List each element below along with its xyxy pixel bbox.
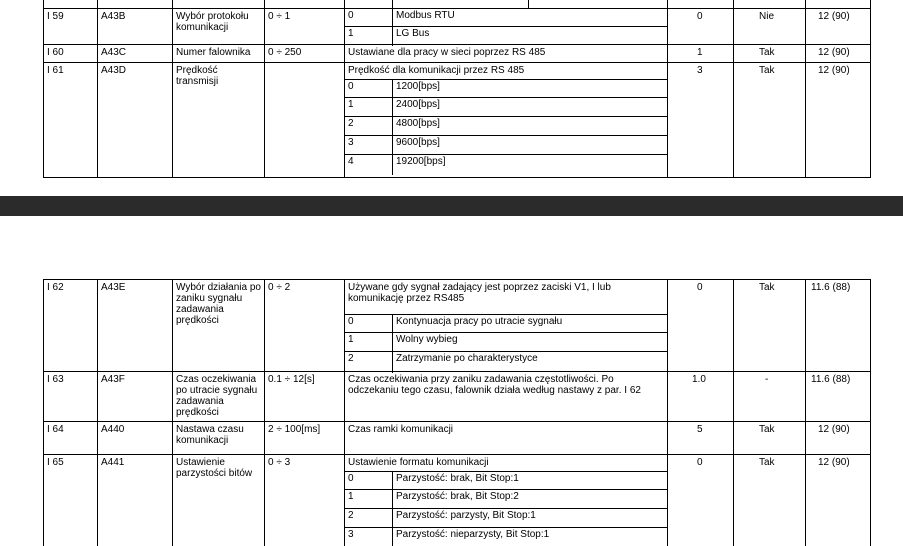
- option-row: [344, 352, 667, 372]
- option-row: [344, 79, 667, 98]
- option-row: [344, 471, 667, 490]
- option-label: LG Bus: [396, 28, 430, 39]
- param-code: I 65: [47, 457, 64, 468]
- param-address: A43F: [101, 374, 125, 385]
- param-name: Numer falownika: [176, 47, 251, 58]
- param-name: Prędkość transmisji: [176, 65, 219, 87]
- table-row: [43, 62, 871, 178]
- option-label: 4800[bps]: [396, 118, 440, 129]
- table-row-continuation: [43, 0, 871, 8]
- option-number: 0: [348, 316, 354, 327]
- option-label: Parzystość: brak, Bit Stop:2: [396, 491, 519, 502]
- option-row: [344, 528, 667, 546]
- option-row: [344, 490, 667, 509]
- param-default: 3: [697, 65, 703, 76]
- page-separator: [0, 196, 903, 216]
- table-row: [43, 8, 871, 44]
- option-label: Parzystość: brak, Bit Stop:1: [396, 473, 519, 484]
- param-code: I 59: [47, 11, 64, 22]
- option-number: 3: [348, 529, 354, 540]
- option-number: 0: [348, 81, 354, 92]
- option-label: 2400[bps]: [396, 99, 440, 110]
- param-code: I 64: [47, 424, 64, 435]
- param-default: 1.0: [692, 374, 706, 385]
- option-label: 1200[bps]: [396, 81, 440, 92]
- option-label: 19200[bps]: [396, 156, 446, 167]
- param-description: Prędkość dla komunikacji przez RS 485: [348, 65, 525, 76]
- table-row: [43, 44, 871, 62]
- param-description: Używane gdy sygnał zadający jest poprzez zaciski V1, I lub komunikację przez RS485: [348, 282, 611, 304]
- param-change-during-run: -: [765, 374, 769, 385]
- param-change-during-run: Tak: [759, 65, 775, 76]
- param-address: A440: [101, 424, 125, 435]
- option-row: [344, 314, 667, 333]
- param-name: Nastawa czasu komunikacji: [176, 424, 244, 446]
- option-label: Parzystość: parzysty, Bit Stop:1: [396, 510, 536, 521]
- param-description: Czas ramki komunikacji: [348, 424, 454, 435]
- parameter-table-top: [43, 0, 871, 178]
- param-range: 0.1 ÷ 12[s]: [268, 374, 315, 385]
- param-change-during-run: Tak: [759, 424, 775, 435]
- param-default: 0: [697, 11, 703, 22]
- param-range: 0 ÷ 1: [268, 11, 291, 22]
- param-page-ref: 12 (90): [818, 457, 850, 468]
- param-code: I 61: [47, 65, 64, 76]
- param-name: Czas oczekiwania po utracie sygnału zadawania prędkości: [176, 374, 258, 418]
- option-number: 2: [348, 118, 354, 129]
- param-description: Ustawienie formatu komunikacji: [348, 457, 489, 468]
- param-change-during-run: Nie: [759, 11, 775, 22]
- option-row: [344, 509, 667, 528]
- option-label: Wolny wybieg: [396, 334, 458, 345]
- option-number: 3: [348, 137, 354, 148]
- option-number: 1: [348, 28, 354, 39]
- option-row: [344, 117, 667, 136]
- option-row: [344, 136, 667, 155]
- param-range: 0 ÷ 3: [268, 457, 291, 468]
- param-range: 0 ÷ 2: [268, 282, 291, 293]
- param-name: Wybór działania po zaniku sygnału zadawania prędkości: [176, 282, 261, 326]
- param-page-ref: 12 (90): [818, 11, 850, 22]
- param-name: Ustawienie parzystości bitów: [176, 457, 253, 479]
- option-number: 1: [348, 334, 354, 345]
- param-change-during-run: Tak: [759, 457, 775, 468]
- option-label: 9600[bps]: [396, 137, 440, 148]
- option-row: [344, 98, 667, 117]
- param-page-ref: 11.6 (88): [811, 374, 851, 385]
- param-change-during-run: Tak: [759, 282, 775, 293]
- option-row: [344, 27, 667, 45]
- param-page-ref: 11.6 (88): [811, 282, 851, 293]
- param-name: Wybór protokołu komunikacji: [176, 11, 249, 33]
- document-page-bottom: [0, 216, 903, 546]
- table-row: [43, 421, 871, 454]
- option-number: 4: [348, 156, 354, 167]
- option-label: Parzystość: nieparzysty, Bit Stop:1: [396, 529, 550, 540]
- param-default: 1: [697, 47, 703, 58]
- option-row: [344, 333, 667, 352]
- param-page-ref: 12 (90): [818, 47, 850, 58]
- param-range: 0 ÷ 250: [268, 47, 302, 58]
- param-default: 0: [697, 457, 703, 468]
- table-row: [43, 279, 871, 371]
- param-address: A43E: [101, 282, 126, 293]
- document-page-top: [0, 0, 903, 196]
- param-page-ref: 12 (90): [818, 65, 850, 76]
- option-number: 2: [348, 510, 354, 521]
- param-address: A43C: [101, 47, 127, 58]
- param-code: I 60: [47, 47, 64, 58]
- table-row: [43, 371, 871, 421]
- param-description: Ustawiane dla pracy w sieci poprzez RS 485: [348, 47, 546, 58]
- param-address: A43D: [101, 65, 127, 76]
- option-number: 2: [348, 353, 354, 364]
- param-code: I 63: [47, 374, 64, 385]
- option-label: Kontynuacja pracy po utracie sygnału: [396, 316, 563, 327]
- param-default: 5: [697, 424, 703, 435]
- parameter-table-bottom: [43, 279, 871, 546]
- option-label: Modbus RTU: [396, 10, 455, 21]
- option-row: [344, 9, 667, 27]
- option-row: [344, 155, 667, 174]
- param-range: 2 ÷ 100[ms]: [268, 424, 321, 435]
- param-address: A441: [101, 457, 125, 468]
- option-label: Zatrzymanie po charakterystyce: [396, 353, 538, 364]
- option-number: 0: [348, 10, 354, 21]
- param-description: Czas oczekiwania przy zaniku zadawania częstotliwości. Po odczekaniu tego czasu, falownik działa według nastawy z par. I 62: [348, 374, 641, 396]
- option-number: 1: [348, 99, 354, 110]
- option-number: 0: [348, 473, 354, 484]
- param-address: A43B: [101, 11, 126, 22]
- param-default: 0: [697, 282, 703, 293]
- param-code: I 62: [47, 282, 64, 293]
- param-page-ref: 12 (90): [818, 424, 850, 435]
- table-row: [43, 454, 871, 546]
- option-number: 1: [348, 491, 354, 502]
- param-change-during-run: Tak: [759, 47, 775, 58]
